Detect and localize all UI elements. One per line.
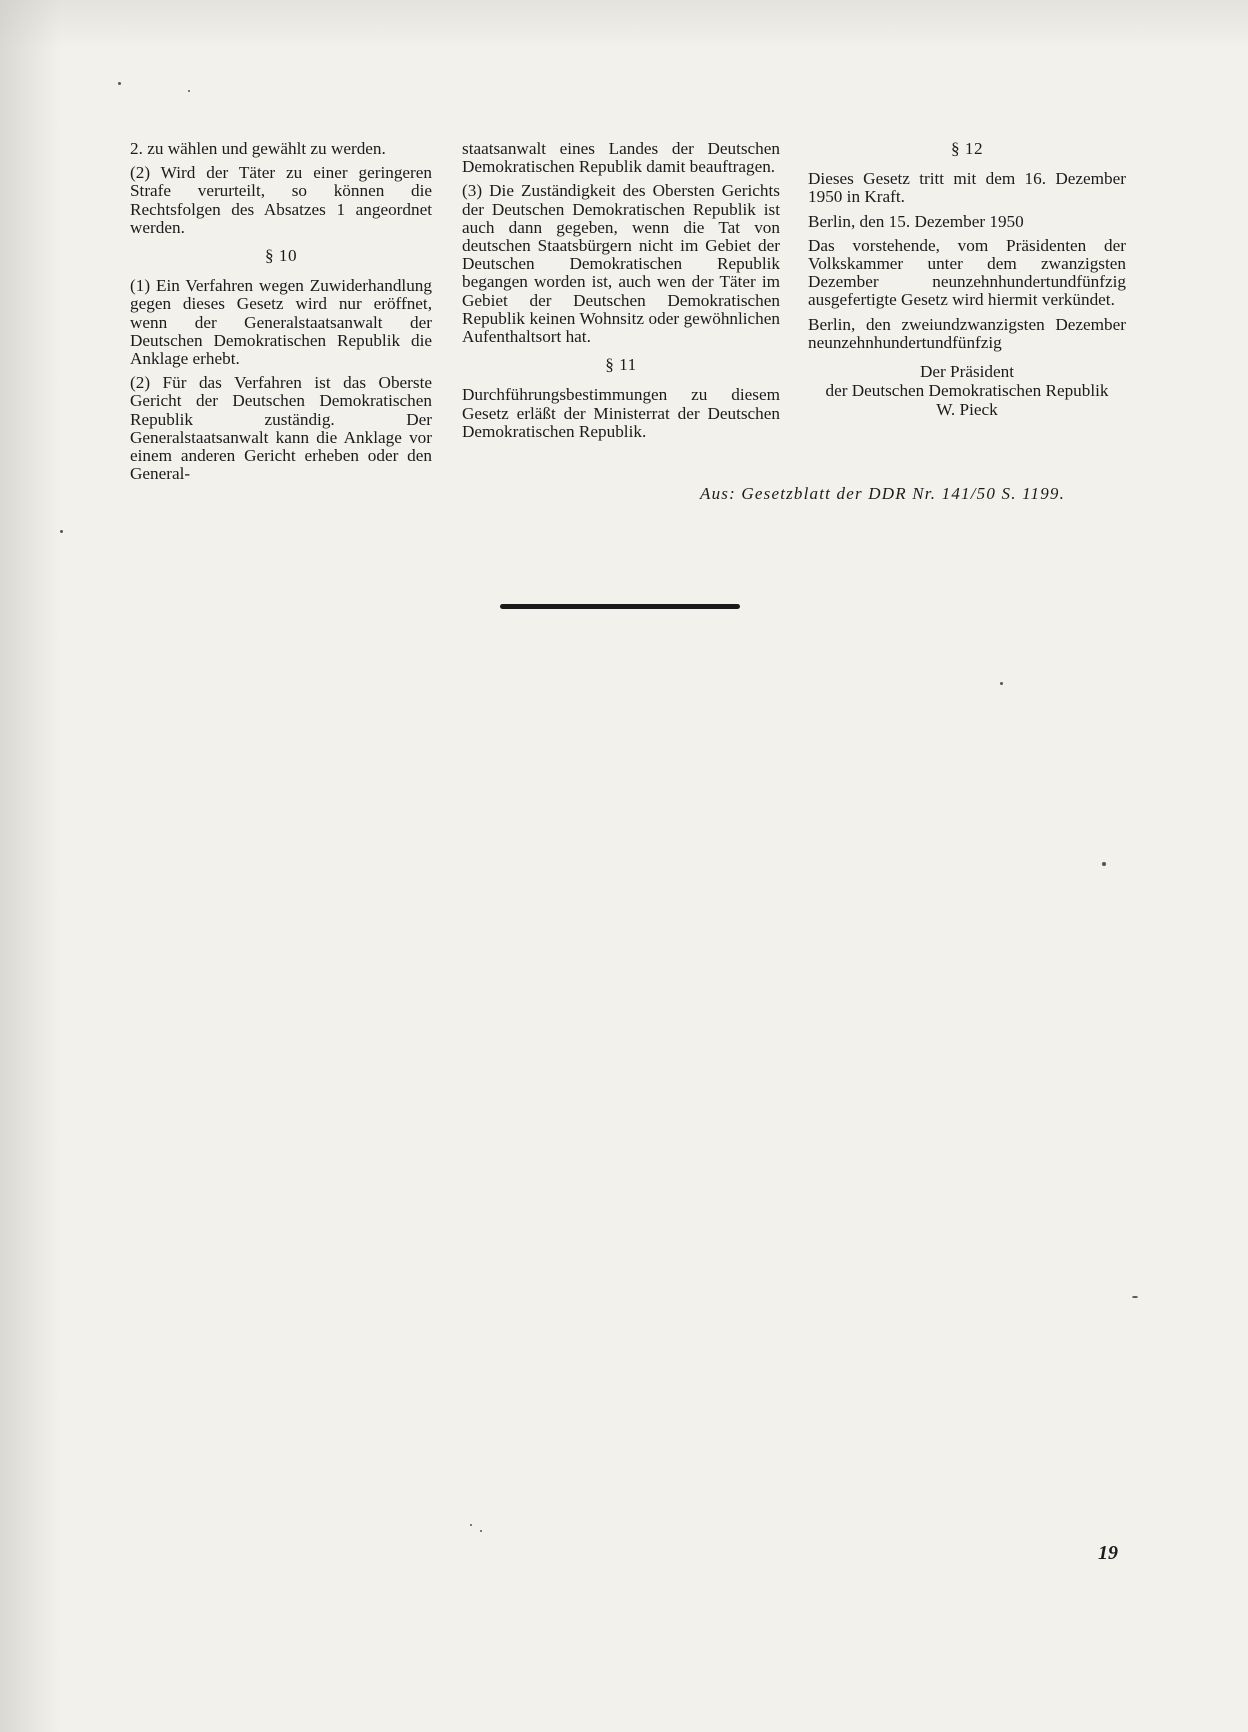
paragraph: Berlin, den zweiundzwanzigsten Dezember neunzehnhundertundfünfzig [808,314,1126,352]
scan-speck [1132,1296,1138,1298]
source-citation: Aus: Gesetzblatt der DDR Nr. 141/50 S. 1199. [700,484,1066,503]
paragraph: (3) Die Zuständigkeit des Obersten Gerichts der Deutschen Demokratischen Republik ist auch dann gegeben, wenn die Tat von deutschen Staatsbürgern nicht im Gebiet der Deutschen Demokratischen Republik begangen worden ist, auch wen der Täter im Gebiet der Deutschen Demokratischen Republik keinen Wohnsitz oder gewöhnlichen Aufenthaltsort hat. [462,181,780,347]
paragraph: Das vorstehende, vom Präsidenten der Volkskammer unter dem zwanzigsten Dezember neunzehnhundertundfünfzig ausgefertigte Gesetz wird hiermit verkündet. [808,235,1126,310]
scan-speck [60,530,63,533]
section-heading-12: § 12 [950,139,984,158]
scan-speck [480,1530,482,1532]
column-right [808,140,1126,419]
scan-speck [1102,862,1106,866]
paragraph: Berlin, den 15. Dezember 1950 [808,211,1024,231]
paragraph: Dieses Gesetz tritt mit dem 16. Dezember 1950 in Kraft. [808,169,1126,207]
paragraph: (1) Ein Verfahren wegen Zuwiderhandlung gegen dieses Gesetz wird nur eröffnet, wenn der Generalstaatsanwalt der Deutschen Demokratischen Republik die Anklage erhebt. [130,276,432,369]
paragraph: staatsanwalt eines Landes der Deutschen Demokratischen Republik damit beauftragen. [462,139,780,177]
signature-office: der Deutschen Demokratischen Republik [825,381,1109,401]
paragraph: (2) Wird der Täter zu einer geringeren Strafe verurteilt, so können die Rechtsfolgen des Absatzes 1 angeordnet werden. [130,163,432,237]
horizontal-rule [500,604,740,609]
scan-speck [470,1524,472,1526]
scan-speck [188,90,190,92]
scan-edge-top [0,0,1248,50]
page-number: 19 [1098,1542,1118,1564]
signature-title: Der Präsident [919,362,1015,382]
scan-speck [118,82,121,85]
paragraph: (2) Für das Verfahren ist das Oberste Gericht der Deutschen Demokratischen Republik zuständig. Der Generalstaatsanwalt kann die Anklage vor einem anderen Gericht erheben oder den General- [130,373,432,484]
paragraph: Durchführungsbestimmungen zu diesem Gesetz erläßt der Ministerrat der Deutschen Demokratischen Republik. [462,385,780,441]
scan-edge-left [0,0,60,1732]
signature-block [808,362,1126,419]
section-heading-11: § 11 [605,355,637,375]
paragraph: 2. zu wählen und gewählt zu werden. [130,139,386,158]
section-heading-10: § 10 [264,246,298,266]
column-left [130,140,432,483]
scan-speck [1000,682,1003,685]
signature-name: W. Pieck [936,400,998,420]
column-middle [462,140,780,447]
